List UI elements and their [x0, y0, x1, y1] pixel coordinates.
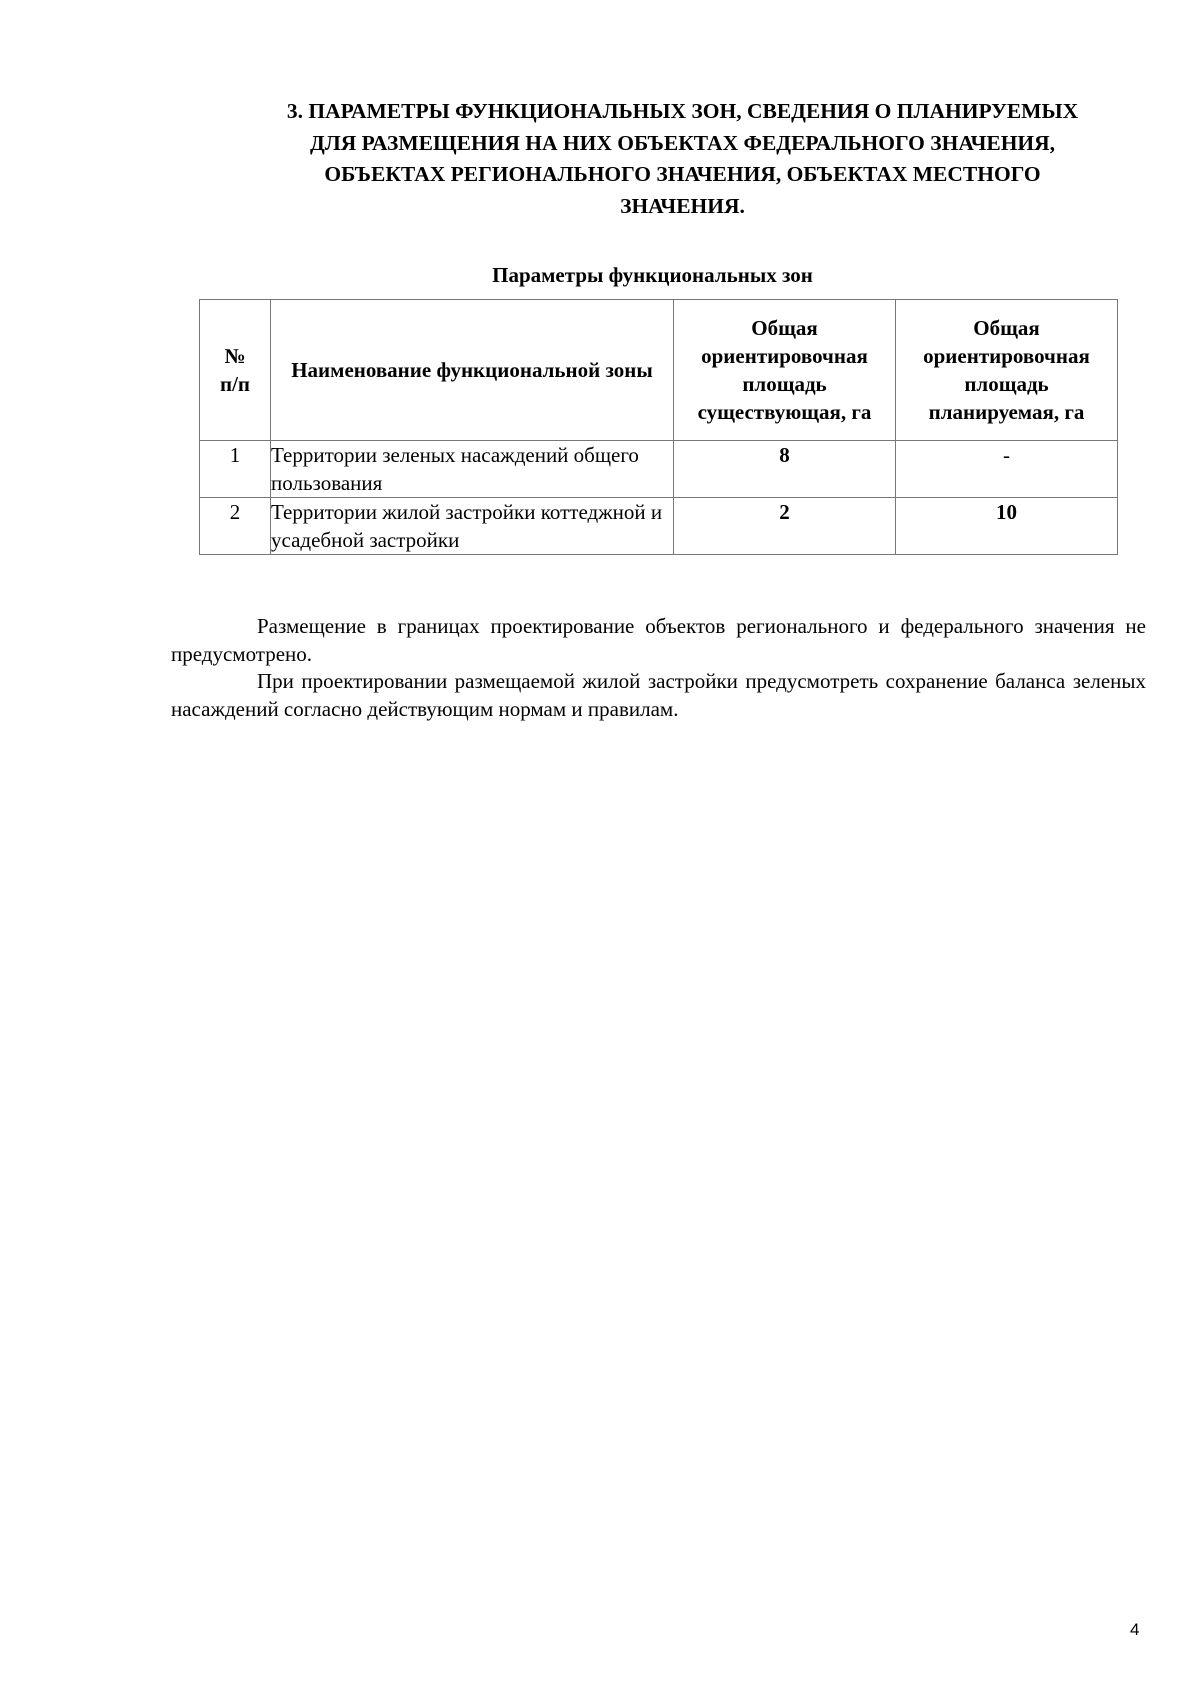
section-title-line: ОБЪЕКТАХ РЕГИОНАЛЬНОГО ЗНАЧЕНИЯ, ОБЪЕКТАХ МЕСТНОГО [324, 162, 1041, 186]
row-area-existing: 8 [674, 441, 896, 498]
functional-zones-table [199, 299, 1118, 555]
section-title [230, 96, 1135, 222]
paragraph-text: При проектировании размещаемой жилой застройки предусмотреть сохранение баланса зеленых насаждений согласно действующим нормам и правилам. [171, 669, 1146, 721]
row-zone-name: Территории зеленых насаждений общего пользования [271, 441, 674, 498]
header-num: № п/п [200, 300, 271, 441]
header-area-existing: Общая ориентировочная площадь существующая, га [674, 300, 896, 441]
row-area-planned: 10 [896, 498, 1118, 555]
row-num: 2 [200, 498, 271, 555]
paragraph-green-balance [171, 667, 1146, 723]
page-number: 4 [1130, 1620, 1140, 1639]
row-area-existing: 2 [674, 498, 896, 555]
header-area-planned: Общая ориентировочная площадь планируемая, га [896, 300, 1118, 441]
table-caption: Параметры функциональных зон [492, 263, 813, 287]
section-title-line: ДЛЯ РАЗМЕЩЕНИЯ НА НИХ ОБЪЕКТАХ ФЕДЕРАЛЬНОГО ЗНАЧЕНИЯ, [309, 130, 1056, 155]
row-num: 1 [200, 441, 271, 498]
table-row [200, 498, 1118, 555]
table-row [200, 441, 1118, 498]
table-header-row [200, 300, 1118, 441]
header-zone-name: Наименование функциональной зоны [271, 300, 674, 441]
row-area-planned: - [896, 441, 1118, 498]
section-title-line: ЗНАЧЕНИЯ. [620, 193, 745, 218]
paragraph-placement [171, 612, 1146, 668]
row-zone-name: Территории жилой застройки коттеджной и усадебной застройки [271, 498, 674, 555]
section-title-line: 3. ПАРАМЕТРЫ ФУНКЦИОНАЛЬНЫХ ЗОН, СВЕДЕНИЯ О ПЛАНИРУЕМЫХ [286, 99, 1079, 123]
paragraph-text: Размещение в границах проектирование объектов регионального и федерального значения не предусмотрено. [171, 614, 1146, 666]
